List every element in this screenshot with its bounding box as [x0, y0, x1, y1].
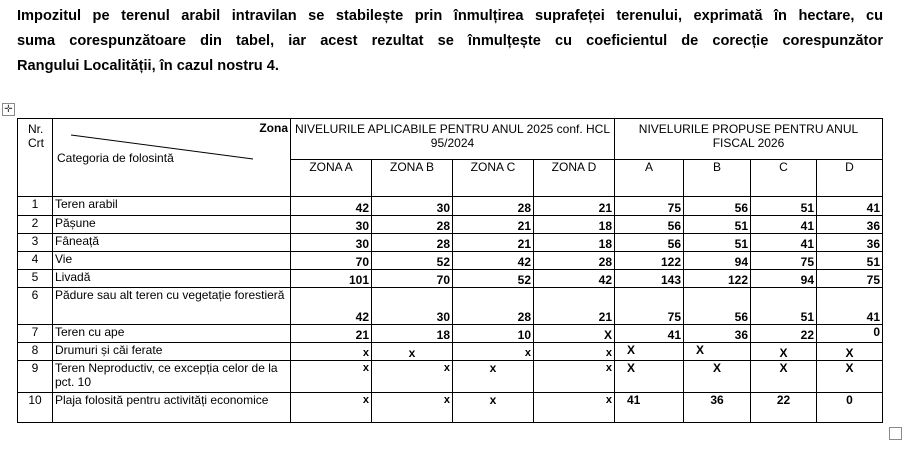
- row-category: Teren Neproductiv, ce excepția celor de la pct. 10: [53, 361, 291, 393]
- row-value: X: [751, 343, 817, 361]
- row-value: 75: [615, 288, 684, 325]
- header-nr-crt: Nr. Crt: [18, 119, 53, 197]
- row-value: 22: [751, 325, 817, 343]
- table-row: [18, 288, 883, 325]
- table-row: [18, 361, 883, 393]
- row-value: X: [684, 343, 751, 361]
- table-row: [18, 252, 883, 270]
- header-zona: Zona: [259, 121, 288, 135]
- table-row: [18, 393, 883, 423]
- intro-paragraph: [17, 4, 883, 79]
- row-value: X: [817, 343, 883, 361]
- row-category: Pădure sau alt teren cu vegetație forestieră: [53, 288, 291, 325]
- row-value: 41: [751, 234, 817, 252]
- row-value: 28: [372, 216, 453, 234]
- row-value: 42: [453, 252, 534, 270]
- row-category: Fâneață: [53, 234, 291, 252]
- header-proposed-levels: NIVELURILE PROPUSE PENTRU ANUL FISCAL 2026: [615, 119, 883, 160]
- row-value: 56: [615, 234, 684, 252]
- row-value: x: [453, 343, 534, 361]
- row-value: 101: [291, 270, 372, 288]
- row-nr: 6: [18, 288, 53, 325]
- row-value: 30: [291, 234, 372, 252]
- row-value: 70: [291, 252, 372, 270]
- row-value: 21: [453, 216, 534, 234]
- header-zone-proposed: B: [684, 160, 751, 197]
- row-value: 22: [751, 393, 817, 423]
- header-zone-current: ZONA B: [372, 160, 453, 197]
- table-row: [18, 216, 883, 234]
- row-value: 52: [453, 270, 534, 288]
- row-value: 75: [751, 252, 817, 270]
- row-value: 51: [684, 234, 751, 252]
- row-category: Plaja folosită pentru activități economice: [53, 393, 291, 423]
- row-value: 36: [684, 393, 751, 423]
- row-value: X: [817, 361, 883, 393]
- row-value: 56: [684, 197, 751, 216]
- row-value: 18: [372, 325, 453, 343]
- row-value: 21: [534, 288, 615, 325]
- row-value: x: [534, 343, 615, 361]
- row-value: 42: [291, 197, 372, 216]
- row-nr: 5: [18, 270, 53, 288]
- row-value: 41: [751, 216, 817, 234]
- intro-line-2: suma corespunzătoare din tabel, iar acest rezultat se înmulțește cu coeficientul de corecție corespunzător: [17, 33, 883, 49]
- header-zone-current: ZONA A: [291, 160, 372, 197]
- row-category: Teren cu ape: [53, 325, 291, 343]
- row-value: x: [453, 361, 534, 393]
- tax-rates-table: [17, 118, 883, 423]
- header-current-levels: NIVELURILE APLICABILE PENTRU ANUL 2025 conf. HCL 95/2024: [291, 119, 615, 160]
- row-value: 56: [684, 288, 751, 325]
- row-value: 122: [615, 252, 684, 270]
- header-zone-current: ZONA D: [534, 160, 615, 197]
- row-value: 28: [534, 252, 615, 270]
- row-value: 21: [453, 234, 534, 252]
- row-value: 122: [684, 270, 751, 288]
- row-value: 30: [372, 288, 453, 325]
- row-nr: 2: [18, 216, 53, 234]
- row-value: 94: [684, 252, 751, 270]
- row-value: 41: [615, 325, 684, 343]
- header-zona-category: [53, 119, 291, 197]
- row-value: 51: [751, 197, 817, 216]
- row-category: Drumuri și căi ferate: [53, 343, 291, 361]
- header-zone-current: ZONA C: [453, 160, 534, 197]
- row-value: X: [615, 343, 684, 361]
- row-value: 42: [291, 288, 372, 325]
- header-zone-proposed: C: [751, 160, 817, 197]
- row-value: 21: [534, 197, 615, 216]
- row-value: X: [615, 361, 684, 393]
- row-nr: 10: [18, 393, 53, 423]
- row-value: 51: [817, 252, 883, 270]
- row-value: 52: [372, 252, 453, 270]
- row-value: X: [751, 361, 817, 393]
- table-move-handle-icon[interactable]: ✛: [2, 103, 15, 116]
- row-value: 28: [453, 288, 534, 325]
- row-nr: 7: [18, 325, 53, 343]
- row-value: 21: [291, 325, 372, 343]
- row-value: x: [372, 393, 453, 423]
- row-value: x: [291, 343, 372, 361]
- row-value: 41: [817, 288, 883, 325]
- row-value: 41: [817, 197, 883, 216]
- row-nr: 8: [18, 343, 53, 361]
- row-value: 36: [817, 234, 883, 252]
- row-value: 56: [615, 216, 684, 234]
- header-zone-proposed: A: [615, 160, 684, 197]
- row-category: Livadă: [53, 270, 291, 288]
- row-value: x: [534, 393, 615, 423]
- header-zone-proposed: D: [817, 160, 883, 197]
- row-value: x: [453, 393, 534, 423]
- header-category: Categoria de folosintă: [57, 151, 174, 165]
- row-value: 30: [372, 197, 453, 216]
- table-row: [18, 343, 883, 361]
- row-value: 51: [684, 216, 751, 234]
- row-nr: 4: [18, 252, 53, 270]
- row-value: 30: [291, 216, 372, 234]
- row-value: 10: [453, 325, 534, 343]
- table-row: [18, 234, 883, 252]
- row-value: x: [372, 361, 453, 393]
- row-value: X: [534, 325, 615, 343]
- row-value: 28: [372, 234, 453, 252]
- table-row: [18, 325, 883, 343]
- row-value: x: [291, 361, 372, 393]
- row-category: Teren arabil: [53, 197, 291, 216]
- row-category: Vie: [53, 252, 291, 270]
- row-value: X: [684, 361, 751, 393]
- row-value: 18: [534, 216, 615, 234]
- row-value: 51: [751, 288, 817, 325]
- row-value: 75: [817, 270, 883, 288]
- intro-line-1: Impozitul pe terenul arabil intravilan se stabilește prin înmulțirea suprafeței terenului, exprimată în hectare, cu: [17, 8, 883, 24]
- row-value: 18: [534, 234, 615, 252]
- row-nr: 9: [18, 361, 53, 393]
- row-value: 36: [684, 325, 751, 343]
- table-row: [18, 197, 883, 216]
- row-category: Pășune: [53, 216, 291, 234]
- row-value: 0: [817, 393, 883, 423]
- row-value: x: [372, 343, 453, 361]
- row-value: 41: [615, 393, 684, 423]
- row-value: 0: [817, 325, 883, 343]
- row-value: x: [534, 361, 615, 393]
- row-value: 143: [615, 270, 684, 288]
- row-nr: 3: [18, 234, 53, 252]
- row-value: 70: [372, 270, 453, 288]
- table-resize-handle-icon[interactable]: [889, 427, 902, 440]
- table-row: [18, 270, 883, 288]
- row-value: 28: [453, 197, 534, 216]
- row-nr: 1: [18, 197, 53, 216]
- row-value: 42: [534, 270, 615, 288]
- row-value: 94: [751, 270, 817, 288]
- row-value: x: [291, 393, 372, 423]
- row-value: 75: [615, 197, 684, 216]
- intro-line-3: Rangului Localității, în cazul nostru 4.: [17, 58, 279, 74]
- row-value: 36: [817, 216, 883, 234]
